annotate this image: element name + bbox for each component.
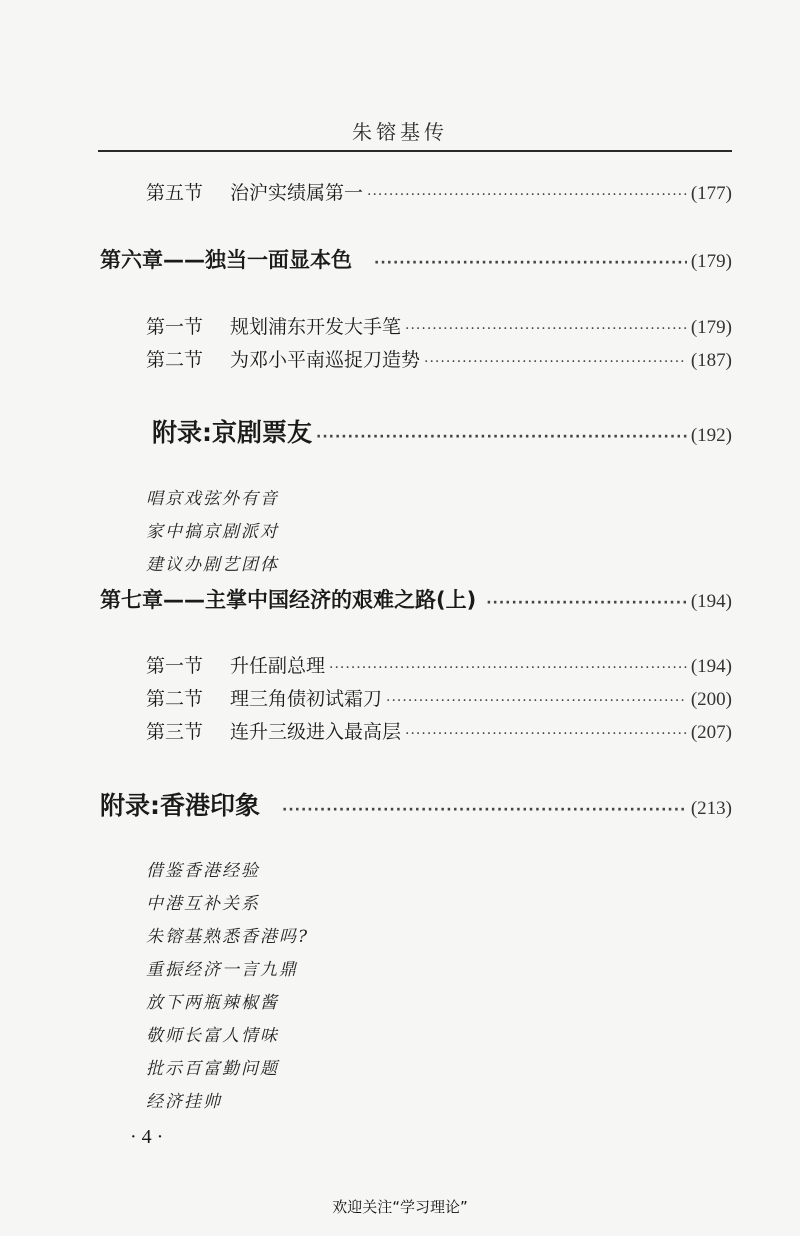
toc-entry <box>146 312 732 339</box>
toc-entry <box>146 651 732 678</box>
chapter-title: 第六章——独当一面显本色 <box>100 248 352 272</box>
sub-item: 放下两瓶辣椒酱 <box>146 993 279 1013</box>
toc-chapter <box>100 584 732 614</box>
section-number: 第一节 <box>146 655 204 677</box>
sub-item: 家中搞京剧派对 <box>146 522 279 542</box>
section-number: 第二节 <box>146 688 204 710</box>
leader-dots <box>329 660 687 676</box>
section-number: 第五节 <box>146 182 204 204</box>
leader-dots <box>386 693 687 709</box>
toc-entry <box>146 684 732 711</box>
leader-dots <box>405 321 687 337</box>
leader-dots <box>424 354 687 370</box>
toc-chapter <box>100 244 732 274</box>
toc-entry <box>146 178 732 205</box>
page-number: (194) <box>690 656 732 677</box>
sub-item: 建议办剧艺团体 <box>146 555 279 575</box>
appendix-title: 附录:京剧票友 <box>152 418 312 447</box>
header-rule <box>98 150 732 152</box>
folio-page-number: · 4 · <box>130 1126 164 1148</box>
footer-note: 欢迎关注“学习理论” <box>332 1198 468 1216</box>
toc-entry <box>146 345 732 372</box>
leader-dots <box>367 187 687 203</box>
section-number: 第三节 <box>146 721 204 743</box>
leader-dots <box>405 726 687 742</box>
leader-dots <box>316 429 687 445</box>
page-number: (187) <box>690 350 732 371</box>
entry-title: 治沪实绩属第一 <box>230 182 364 204</box>
sub-item: 中港互补关系 <box>146 894 260 914</box>
leader-dots <box>486 595 687 611</box>
sub-item: 唱京戏弦外有音 <box>146 489 279 509</box>
appendix-title: 附录:香港印象 <box>100 791 260 820</box>
running-header: 朱镕基传 <box>352 120 448 144</box>
page-number: (207) <box>690 722 732 743</box>
page-number: (177) <box>690 183 732 204</box>
chapter-title: 第七章——主掌中国经济的艰难之路(上) <box>100 588 477 612</box>
section-number: 第二节 <box>146 349 204 371</box>
entry-title: 规划浦东开发大手笔 <box>230 316 402 338</box>
entry-title: 为邓小平南巡捉刀造势 <box>230 349 421 371</box>
toc-appendix <box>152 413 732 449</box>
sub-item: 批示百富勤问题 <box>146 1059 279 1079</box>
toc-entry <box>146 717 732 744</box>
page-number: (192) <box>690 425 732 446</box>
sub-item: 经济挂帅 <box>146 1092 222 1112</box>
section-number: 第一节 <box>146 316 204 338</box>
sub-item: 敬师长富人情味 <box>146 1026 279 1046</box>
leader-dots <box>374 255 687 271</box>
page-number: (179) <box>690 317 732 338</box>
page-number: (194) <box>690 591 732 612</box>
sub-item: 朱镕基熟悉香港吗? <box>146 927 310 947</box>
entry-title: 理三角债初试霜刀 <box>230 688 383 710</box>
entry-title: 连升三级进入最高层 <box>230 721 402 743</box>
page-number: (179) <box>690 251 732 272</box>
sub-item: 借鉴香港经验 <box>146 861 260 881</box>
leader-dots <box>282 802 687 818</box>
sub-item: 重振经济一言九鼎 <box>146 960 298 980</box>
page-number: (200) <box>690 689 732 710</box>
page-number: (213) <box>690 798 732 819</box>
entry-title: 升任副总理 <box>230 655 326 677</box>
toc-appendix <box>100 786 732 822</box>
